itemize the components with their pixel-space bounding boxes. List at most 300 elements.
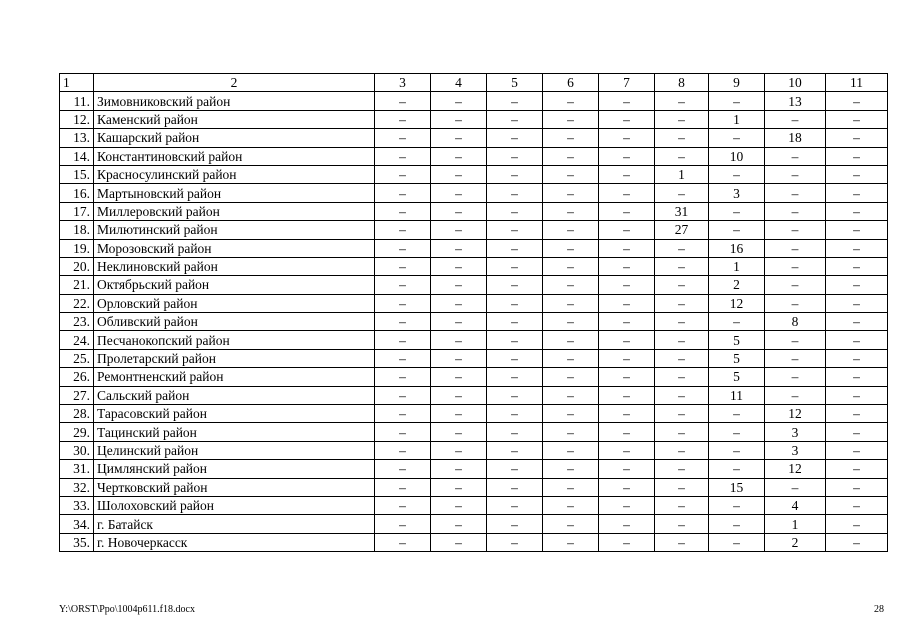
value-cell-col-10: – — [765, 276, 826, 294]
value-cell-col-4: – — [431, 294, 487, 312]
value-cell-col-8: 31 — [655, 202, 709, 220]
value-cell-col-10: 4 — [765, 496, 826, 514]
district-name-cell: Чертковский район — [94, 478, 375, 496]
value-cell-col-4: – — [431, 441, 487, 459]
header-cell-3: 3 — [375, 74, 431, 92]
value-cell-col-10: – — [765, 239, 826, 257]
row-number-cell: 15. — [60, 165, 94, 183]
value-cell-col-4: – — [431, 423, 487, 441]
value-cell-col-11: – — [826, 184, 888, 202]
value-cell-col-9: 5 — [709, 331, 765, 349]
district-name-cell: Пролетарский район — [94, 349, 375, 367]
value-cell-col-9: – — [709, 313, 765, 331]
value-cell-col-4: – — [431, 478, 487, 496]
value-cell-col-10: – — [765, 331, 826, 349]
value-cell-col-9: – — [709, 221, 765, 239]
value-cell-col-8: – — [655, 129, 709, 147]
value-cell-col-6: – — [543, 313, 599, 331]
value-cell-col-8: 27 — [655, 221, 709, 239]
value-cell-col-4: – — [431, 202, 487, 220]
table-body — [60, 74, 888, 552]
value-cell-col-3: – — [375, 184, 431, 202]
value-cell-col-9: 15 — [709, 478, 765, 496]
value-cell-col-5: – — [487, 184, 543, 202]
value-cell-col-10: 2 — [765, 533, 826, 551]
value-cell-col-6: – — [543, 147, 599, 165]
value-cell-col-10: 12 — [765, 460, 826, 478]
district-name-cell: Тарасовский район — [94, 405, 375, 423]
value-cell-col-10: – — [765, 202, 826, 220]
row-number-cell: 35. — [60, 533, 94, 551]
table-row — [60, 110, 888, 128]
value-cell-col-5: – — [487, 239, 543, 257]
row-number-cell: 27. — [60, 386, 94, 404]
row-number-cell: 32. — [60, 478, 94, 496]
district-name-cell: Красносулинский район — [94, 165, 375, 183]
district-name-cell: Кашарский район — [94, 129, 375, 147]
district-name-cell: Константиновский район — [94, 147, 375, 165]
value-cell-col-9: 16 — [709, 239, 765, 257]
table-row — [60, 202, 888, 220]
value-cell-col-7: – — [599, 331, 655, 349]
value-cell-col-6: – — [543, 221, 599, 239]
value-cell-col-9: – — [709, 533, 765, 551]
value-cell-col-3: – — [375, 257, 431, 275]
district-name-cell: Зимовниковский район — [94, 92, 375, 110]
value-cell-col-11: – — [826, 147, 888, 165]
value-cell-col-4: – — [431, 313, 487, 331]
row-number-cell: 22. — [60, 294, 94, 312]
value-cell-col-8: – — [655, 276, 709, 294]
value-cell-col-11: – — [826, 294, 888, 312]
value-cell-col-8: – — [655, 294, 709, 312]
value-cell-col-5: – — [487, 221, 543, 239]
value-cell-col-10: – — [765, 368, 826, 386]
value-cell-col-6: – — [543, 165, 599, 183]
value-cell-col-9: 1 — [709, 257, 765, 275]
value-cell-col-10: – — [765, 257, 826, 275]
value-cell-col-8: – — [655, 92, 709, 110]
value-cell-col-11: – — [826, 515, 888, 533]
value-cell-col-4: – — [431, 129, 487, 147]
row-number-cell: 33. — [60, 496, 94, 514]
data-table — [59, 73, 888, 552]
value-cell-col-10: – — [765, 349, 826, 367]
value-cell-col-9: – — [709, 460, 765, 478]
value-cell-col-11: – — [826, 129, 888, 147]
value-cell-col-4: – — [431, 368, 487, 386]
row-number-cell: 14. — [60, 147, 94, 165]
header-cell-2: 2 — [94, 74, 375, 92]
value-cell-col-5: – — [487, 460, 543, 478]
table-row — [60, 386, 888, 404]
value-cell-col-9: 10 — [709, 147, 765, 165]
row-number-cell: 17. — [60, 202, 94, 220]
district-name-cell: Ремонтненский район — [94, 368, 375, 386]
value-cell-col-7: – — [599, 294, 655, 312]
value-cell-col-8: – — [655, 515, 709, 533]
value-cell-col-6: – — [543, 423, 599, 441]
table-row — [60, 405, 888, 423]
value-cell-col-11: – — [826, 165, 888, 183]
table-row — [60, 349, 888, 367]
value-cell-col-4: – — [431, 221, 487, 239]
value-cell-col-4: – — [431, 257, 487, 275]
value-cell-col-3: – — [375, 202, 431, 220]
value-cell-col-3: – — [375, 129, 431, 147]
value-cell-col-10: 18 — [765, 129, 826, 147]
value-cell-col-6: – — [543, 441, 599, 459]
value-cell-col-7: – — [599, 202, 655, 220]
row-number-cell: 29. — [60, 423, 94, 441]
value-cell-col-5: – — [487, 515, 543, 533]
header-cell-6: 6 — [543, 74, 599, 92]
value-cell-col-8: – — [655, 184, 709, 202]
value-cell-col-8: – — [655, 405, 709, 423]
value-cell-col-8: – — [655, 460, 709, 478]
value-cell-col-5: – — [487, 368, 543, 386]
table-row — [60, 331, 888, 349]
value-cell-col-3: – — [375, 239, 431, 257]
district-name-cell: г. Новочеркасск — [94, 533, 375, 551]
value-cell-col-9: – — [709, 405, 765, 423]
value-cell-col-8: – — [655, 478, 709, 496]
value-cell-col-4: – — [431, 405, 487, 423]
value-cell-col-9: – — [709, 129, 765, 147]
table-row — [60, 147, 888, 165]
value-cell-col-5: – — [487, 165, 543, 183]
header-cell-8: 8 — [655, 74, 709, 92]
value-cell-col-11: – — [826, 221, 888, 239]
value-cell-col-5: – — [487, 202, 543, 220]
value-cell-col-6: – — [543, 92, 599, 110]
value-cell-col-5: – — [487, 92, 543, 110]
value-cell-col-8: – — [655, 441, 709, 459]
header-cell-4: 4 — [431, 74, 487, 92]
header-cell-11: 11 — [826, 74, 888, 92]
value-cell-col-4: – — [431, 515, 487, 533]
value-cell-col-9: – — [709, 165, 765, 183]
district-name-cell: Песчанокопский район — [94, 331, 375, 349]
value-cell-col-9: 11 — [709, 386, 765, 404]
value-cell-col-6: – — [543, 405, 599, 423]
value-cell-col-5: – — [487, 405, 543, 423]
value-cell-col-7: – — [599, 257, 655, 275]
district-name-cell: Морозовский район — [94, 239, 375, 257]
value-cell-col-11: – — [826, 92, 888, 110]
district-name-cell: Милютинский район — [94, 221, 375, 239]
value-cell-col-4: – — [431, 386, 487, 404]
table-row — [60, 165, 888, 183]
value-cell-col-6: – — [543, 294, 599, 312]
value-cell-col-5: – — [487, 349, 543, 367]
value-cell-col-3: – — [375, 349, 431, 367]
value-cell-col-9: – — [709, 92, 765, 110]
value-cell-col-5: – — [487, 533, 543, 551]
table-row — [60, 276, 888, 294]
value-cell-col-8: 1 — [655, 165, 709, 183]
value-cell-col-10: – — [765, 147, 826, 165]
district-name-cell: Целинский район — [94, 441, 375, 459]
value-cell-col-7: – — [599, 349, 655, 367]
footer-file-path: Y:\ORST\Ppo\1004p611.f18.docx — [59, 604, 195, 615]
value-cell-col-11: – — [826, 202, 888, 220]
value-cell-col-4: – — [431, 147, 487, 165]
table-row — [60, 313, 888, 331]
value-cell-col-6: – — [543, 331, 599, 349]
value-cell-col-7: – — [599, 110, 655, 128]
row-number-cell: 20. — [60, 257, 94, 275]
row-number-cell: 16. — [60, 184, 94, 202]
value-cell-col-9: – — [709, 515, 765, 533]
value-cell-col-8: – — [655, 423, 709, 441]
value-cell-col-8: – — [655, 331, 709, 349]
value-cell-col-11: – — [826, 386, 888, 404]
district-name-cell: г. Батайск — [94, 515, 375, 533]
district-name-cell: Орловский район — [94, 294, 375, 312]
value-cell-col-8: – — [655, 368, 709, 386]
value-cell-col-10: 12 — [765, 405, 826, 423]
table-row — [60, 478, 888, 496]
district-name-cell: Тацинский район — [94, 423, 375, 441]
value-cell-col-7: – — [599, 386, 655, 404]
value-cell-col-7: – — [599, 239, 655, 257]
value-cell-col-7: – — [599, 221, 655, 239]
row-number-cell: 28. — [60, 405, 94, 423]
row-number-cell: 18. — [60, 221, 94, 239]
value-cell-col-6: – — [543, 276, 599, 294]
value-cell-col-6: – — [543, 533, 599, 551]
district-name-cell: Шолоховский район — [94, 496, 375, 514]
row-number-cell: 13. — [60, 129, 94, 147]
district-name-cell: Мартыновский район — [94, 184, 375, 202]
table-row — [60, 533, 888, 551]
value-cell-col-3: – — [375, 276, 431, 294]
value-cell-col-6: – — [543, 496, 599, 514]
value-cell-col-3: – — [375, 533, 431, 551]
value-cell-col-8: – — [655, 239, 709, 257]
value-cell-col-5: – — [487, 313, 543, 331]
value-cell-col-11: – — [826, 313, 888, 331]
value-cell-col-6: – — [543, 184, 599, 202]
value-cell-col-6: – — [543, 202, 599, 220]
district-name-cell: Сальский район — [94, 386, 375, 404]
value-cell-col-7: – — [599, 184, 655, 202]
value-cell-col-9: – — [709, 496, 765, 514]
value-cell-col-9: 5 — [709, 349, 765, 367]
header-cell-10: 10 — [765, 74, 826, 92]
value-cell-col-4: – — [431, 460, 487, 478]
header-cell-1: 1 — [60, 74, 94, 92]
value-cell-col-10: – — [765, 110, 826, 128]
value-cell-col-5: – — [487, 129, 543, 147]
value-cell-col-11: – — [826, 110, 888, 128]
district-name-cell: Каменский район — [94, 110, 375, 128]
table-row — [60, 221, 888, 239]
value-cell-col-4: – — [431, 496, 487, 514]
value-cell-col-11: – — [826, 478, 888, 496]
value-cell-col-3: – — [375, 478, 431, 496]
value-cell-col-3: – — [375, 221, 431, 239]
value-cell-col-5: – — [487, 294, 543, 312]
value-cell-col-4: – — [431, 276, 487, 294]
row-number-cell: 11. — [60, 92, 94, 110]
value-cell-col-11: – — [826, 368, 888, 386]
value-cell-col-5: – — [487, 496, 543, 514]
value-cell-col-7: – — [599, 276, 655, 294]
value-cell-col-3: – — [375, 110, 431, 128]
value-cell-col-6: – — [543, 239, 599, 257]
value-cell-col-8: – — [655, 496, 709, 514]
value-cell-col-4: – — [431, 110, 487, 128]
table-row — [60, 294, 888, 312]
value-cell-col-3: – — [375, 386, 431, 404]
value-cell-col-10: 1 — [765, 515, 826, 533]
value-cell-col-6: – — [543, 386, 599, 404]
value-cell-col-5: – — [487, 110, 543, 128]
value-cell-col-11: – — [826, 460, 888, 478]
district-name-cell: Цимлянский район — [94, 460, 375, 478]
value-cell-col-5: – — [487, 478, 543, 496]
row-number-cell: 26. — [60, 368, 94, 386]
value-cell-col-3: – — [375, 294, 431, 312]
value-cell-col-4: – — [431, 165, 487, 183]
value-cell-col-3: – — [375, 405, 431, 423]
value-cell-col-6: – — [543, 515, 599, 533]
value-cell-col-10: – — [765, 294, 826, 312]
row-number-cell: 12. — [60, 110, 94, 128]
value-cell-col-7: – — [599, 165, 655, 183]
value-cell-col-3: – — [375, 423, 431, 441]
value-cell-col-8: – — [655, 349, 709, 367]
header-cell-7: 7 — [599, 74, 655, 92]
value-cell-col-7: – — [599, 496, 655, 514]
value-cell-col-7: – — [599, 405, 655, 423]
row-number-cell: 25. — [60, 349, 94, 367]
value-cell-col-7: – — [599, 147, 655, 165]
value-cell-col-9: 1 — [709, 110, 765, 128]
table-row — [60, 441, 888, 459]
value-cell-col-6: – — [543, 110, 599, 128]
value-cell-col-6: – — [543, 257, 599, 275]
district-name-cell: Неклиновский район — [94, 257, 375, 275]
row-number-cell: 23. — [60, 313, 94, 331]
row-number-cell: 31. — [60, 460, 94, 478]
value-cell-col-3: – — [375, 441, 431, 459]
value-cell-col-3: – — [375, 368, 431, 386]
value-cell-col-4: – — [431, 533, 487, 551]
header-cell-5: 5 — [487, 74, 543, 92]
value-cell-col-9: 12 — [709, 294, 765, 312]
value-cell-col-3: – — [375, 515, 431, 533]
value-cell-col-9: – — [709, 441, 765, 459]
value-cell-col-9: – — [709, 202, 765, 220]
value-cell-col-6: – — [543, 368, 599, 386]
row-number-cell: 21. — [60, 276, 94, 294]
value-cell-col-7: – — [599, 423, 655, 441]
value-cell-col-10: – — [765, 478, 826, 496]
value-cell-col-11: – — [826, 533, 888, 551]
value-cell-col-6: – — [543, 349, 599, 367]
value-cell-col-4: – — [431, 331, 487, 349]
district-name-cell: Обливский район — [94, 313, 375, 331]
value-cell-col-11: – — [826, 239, 888, 257]
value-cell-col-9: 2 — [709, 276, 765, 294]
row-number-cell: 19. — [60, 239, 94, 257]
value-cell-col-11: – — [826, 423, 888, 441]
page-number: 28 — [874, 604, 884, 615]
value-cell-col-7: – — [599, 129, 655, 147]
value-cell-col-7: – — [599, 313, 655, 331]
district-name-cell: Миллеровский район — [94, 202, 375, 220]
table-row — [60, 515, 888, 533]
value-cell-col-9: 5 — [709, 368, 765, 386]
value-cell-col-3: – — [375, 147, 431, 165]
table-header-row — [60, 74, 888, 92]
table-row — [60, 368, 888, 386]
table-row — [60, 257, 888, 275]
value-cell-col-11: – — [826, 405, 888, 423]
value-cell-col-10: 3 — [765, 441, 826, 459]
value-cell-col-4: – — [431, 184, 487, 202]
value-cell-col-11: – — [826, 331, 888, 349]
value-cell-col-10: – — [765, 221, 826, 239]
value-cell-col-6: – — [543, 460, 599, 478]
value-cell-col-7: – — [599, 533, 655, 551]
value-cell-col-4: – — [431, 239, 487, 257]
table-row — [60, 129, 888, 147]
value-cell-col-4: – — [431, 92, 487, 110]
value-cell-col-10: 8 — [765, 313, 826, 331]
value-cell-col-3: – — [375, 496, 431, 514]
value-cell-col-6: – — [543, 478, 599, 496]
table-row — [60, 92, 888, 110]
value-cell-col-7: – — [599, 92, 655, 110]
table-row — [60, 184, 888, 202]
table-row — [60, 239, 888, 257]
value-cell-col-5: – — [487, 423, 543, 441]
value-cell-col-11: – — [826, 349, 888, 367]
row-number-cell: 24. — [60, 331, 94, 349]
value-cell-col-5: – — [487, 331, 543, 349]
table-row — [60, 423, 888, 441]
value-cell-col-8: – — [655, 533, 709, 551]
value-cell-col-5: – — [487, 386, 543, 404]
header-cell-9: 9 — [709, 74, 765, 92]
value-cell-col-11: – — [826, 441, 888, 459]
value-cell-col-9: 3 — [709, 184, 765, 202]
row-number-cell: 34. — [60, 515, 94, 533]
value-cell-col-3: – — [375, 92, 431, 110]
value-cell-col-11: – — [826, 496, 888, 514]
value-cell-col-10: 13 — [765, 92, 826, 110]
value-cell-col-11: – — [826, 257, 888, 275]
value-cell-col-7: – — [599, 460, 655, 478]
value-cell-col-9: – — [709, 423, 765, 441]
value-cell-col-8: – — [655, 313, 709, 331]
value-cell-col-8: – — [655, 257, 709, 275]
value-cell-col-3: – — [375, 331, 431, 349]
district-name-cell: Октябрьский район — [94, 276, 375, 294]
value-cell-col-5: – — [487, 276, 543, 294]
value-cell-col-8: – — [655, 386, 709, 404]
table-row — [60, 460, 888, 478]
value-cell-col-6: – — [543, 129, 599, 147]
value-cell-col-3: – — [375, 165, 431, 183]
value-cell-col-7: – — [599, 368, 655, 386]
value-cell-col-11: – — [826, 276, 888, 294]
value-cell-col-7: – — [599, 441, 655, 459]
